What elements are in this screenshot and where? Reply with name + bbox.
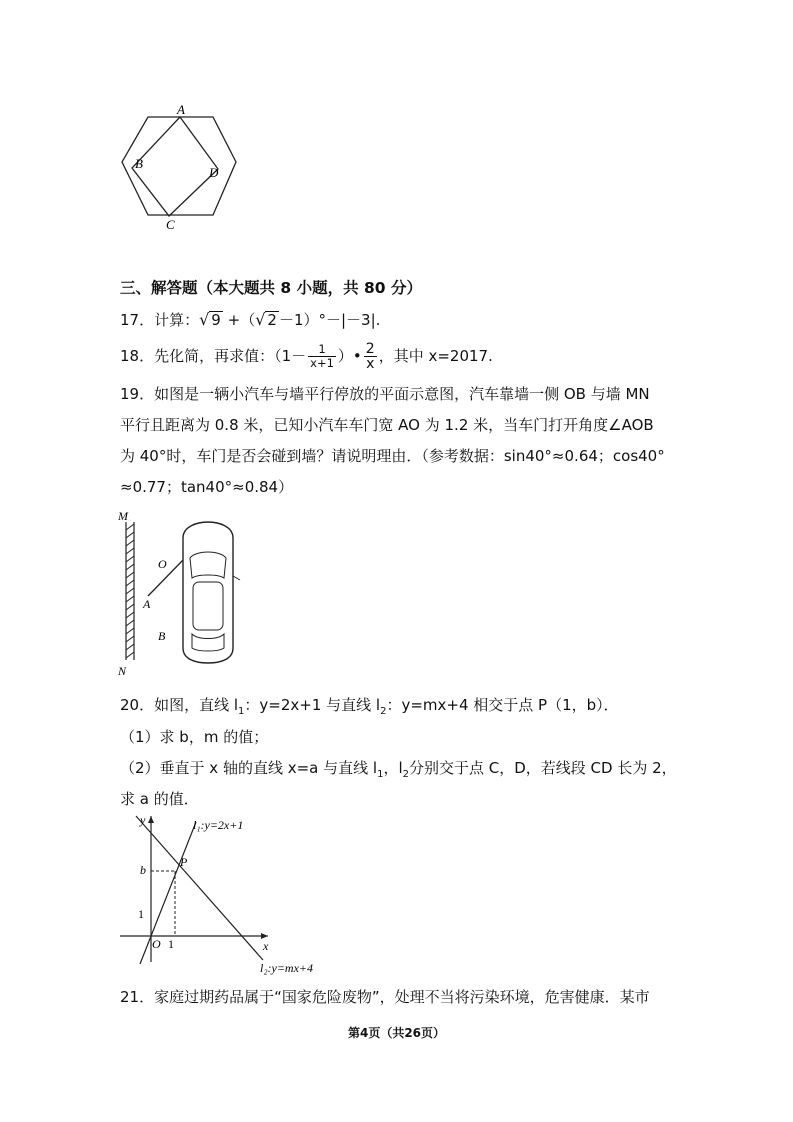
q20-line1-c: ：y=mx+4 相交于点 P（1，b）．: [386, 696, 619, 714]
q20-line-1: [120, 695, 619, 722]
q18-frac2-num: 2: [365, 341, 375, 357]
page-footer: 第4页（共26页）: [347, 1026, 446, 1040]
car-wall-figure: [118, 508, 248, 678]
q20-sub1: 1: [238, 706, 245, 717]
label-n: N: [118, 664, 127, 678]
car-windshield: [190, 552, 226, 578]
q18-frac1-num: 1: [308, 343, 336, 357]
coordinate-graph: [118, 812, 333, 977]
q19-line-1: 19．如图是一辆小汽车与墙平行停放的平面示意图，汽车靠墙一侧 OB 与墙 MN: [120, 385, 650, 403]
q19-line-2: 平行且距离为 0.8 米，已知小汽车车门宽 AO 为 1.2 米，当车门打开角度∠AOB: [120, 416, 654, 434]
q17-prefix: 17．计算：: [120, 311, 200, 329]
q20-part-2-line-2: 求 a 的值．: [120, 790, 199, 808]
l1-label: l₁:y=2x+1: [193, 818, 244, 832]
x-label: x: [263, 939, 269, 953]
q20-part-2: [120, 758, 677, 785]
y-one-label: 1: [138, 907, 144, 921]
y-arrow: [148, 816, 154, 823]
q19-line-4: ≈0.77；tan40°≈0.84）: [120, 478, 294, 496]
label-o: O: [158, 557, 167, 571]
label-b: B: [158, 629, 166, 643]
car-body: [183, 522, 233, 663]
section-heading: 三、解答题（本大题共 8 小题，共 80 分）: [120, 279, 422, 297]
q18-fraction-1: [308, 343, 336, 370]
q20-part2-a: （2）垂直于 x 轴的直线 x=a 与直线 l: [120, 759, 378, 777]
q20-part2-sub2: 2: [402, 769, 409, 780]
question-17: [120, 310, 380, 330]
q18-frac2-den: x: [366, 356, 375, 372]
q19-line-3: 为 40°时，车门是否会碰到墙？请说明理由．（参考数据：sin40°≈0.64；cos40°: [120, 447, 665, 465]
y-label: y: [140, 813, 146, 827]
hexagon-square-figure: [118, 100, 243, 235]
x-one-label: 1: [168, 937, 174, 951]
q17-sqrt-arg: 9: [211, 311, 221, 329]
b-label: b: [140, 863, 146, 877]
car-rear-window: [192, 634, 224, 651]
q20-part2-b: ，l: [383, 759, 403, 777]
q17-rest: －1）°－|－3|.: [278, 311, 381, 329]
label-a: A: [177, 102, 185, 117]
sqrt-sign-2: √: [255, 310, 266, 329]
q18-frac1-den: x+1: [310, 356, 334, 370]
q20-sub2: 2: [380, 706, 387, 717]
q18-prefix: 18．先化简，再求值：（1－: [120, 347, 307, 365]
label-d: D: [209, 165, 219, 180]
p-label: P: [180, 855, 188, 869]
sqrt-sign: √: [199, 310, 210, 329]
label-m: M: [118, 509, 128, 523]
q20-part-1: （1）求 b，m 的值；: [120, 728, 269, 746]
label-c: C: [166, 217, 175, 232]
car-mirror: [233, 576, 240, 580]
inner-quadrilateral: [132, 117, 218, 216]
q18-fraction-2: [364, 342, 377, 371]
q20-part2-sub1: 1: [377, 769, 384, 780]
origin-label: O: [152, 937, 161, 951]
label-a: A: [143, 597, 151, 611]
q20-line1-a: 20．如图，直线 l: [120, 696, 239, 714]
q17-sqrt2-arg: 2: [267, 311, 277, 329]
question-18: [120, 342, 493, 371]
q21-line-1: 21．家庭过期药品属于“国家危险废物”，处理不当将污染环境，危害健康．某市: [120, 988, 650, 1006]
l2-label: l₂:y=mx+4: [260, 961, 314, 975]
q20-part2-c: 分别交于点 C，D，若线段 CD 长为 2，: [409, 759, 677, 777]
q18-suffix: ，其中 x=2017.: [378, 347, 493, 365]
label-b: B: [135, 156, 143, 171]
q20-line1-b: ：y=2x+1 与直线 l: [244, 696, 381, 714]
wall-hatch: [126, 524, 134, 658]
car-roof: [193, 582, 223, 630]
q17-plus-open: +（: [227, 311, 256, 329]
q18-mid: ）•: [337, 347, 362, 365]
